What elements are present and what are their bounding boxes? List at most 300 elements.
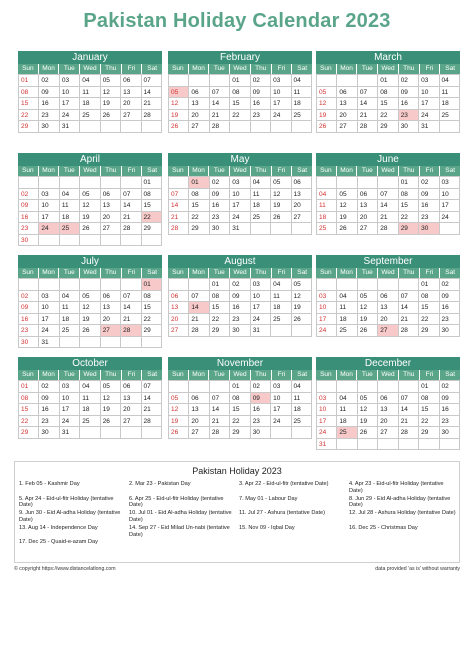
day-cell: 12 xyxy=(317,98,337,110)
day-cell: 09 xyxy=(39,393,59,405)
weekday-label: Tue xyxy=(209,64,230,74)
day-cell: 08 xyxy=(19,393,39,405)
day-cell: 19 xyxy=(101,98,121,110)
day-cell: 26 xyxy=(80,223,100,235)
weekday-label: Wed xyxy=(80,268,101,278)
day-cell: 30 xyxy=(19,337,39,349)
day-cell: 18 xyxy=(80,98,100,110)
week-row xyxy=(317,427,460,439)
day-cell: 11 xyxy=(337,404,357,416)
weekday-header-row xyxy=(18,268,162,278)
weekday-label: Wed xyxy=(230,166,251,176)
empty-cell xyxy=(210,381,230,393)
month-days xyxy=(316,176,460,235)
weekday-label: Thu xyxy=(101,64,122,74)
day-cell: 23 xyxy=(419,212,439,224)
empty-cell xyxy=(121,337,141,349)
day-cell: 20 xyxy=(101,314,121,326)
holiday-item: 17. Dec 25 - Quaid-e-azam Day xyxy=(19,539,98,546)
day-cell: 29 xyxy=(419,325,439,337)
day-cell: 14 xyxy=(399,302,419,314)
empty-cell xyxy=(169,381,189,393)
day-cell: 28 xyxy=(378,223,398,235)
month-january xyxy=(18,51,162,133)
empty-cell xyxy=(121,427,141,439)
day-cell: 13 xyxy=(121,87,141,99)
weekday-label: Sun xyxy=(168,64,189,74)
day-cell: 07 xyxy=(169,189,189,201)
day-cell: 27 xyxy=(378,325,398,337)
day-cell: 15 xyxy=(142,200,162,212)
day-cell: 13 xyxy=(101,302,121,314)
day-cell: 18 xyxy=(271,302,291,314)
day-cell: 25 xyxy=(337,325,357,337)
weekday-label: Mon xyxy=(337,166,358,176)
empty-cell xyxy=(39,177,59,189)
day-cell: 08 xyxy=(189,189,209,201)
weekday-label: Fri xyxy=(272,370,293,380)
day-cell: 28 xyxy=(399,427,419,439)
empty-cell xyxy=(80,235,100,247)
day-cell: 25 xyxy=(80,416,100,428)
day-cell: 20 xyxy=(292,200,312,212)
weekday-label: Sat xyxy=(297,167,308,174)
day-cell: 04 xyxy=(337,291,357,303)
week-row xyxy=(19,404,162,416)
day-cell: 26 xyxy=(358,325,378,337)
day-cell: 05 xyxy=(337,189,357,201)
empty-cell xyxy=(101,121,121,133)
weekday-label: Sat xyxy=(297,371,308,378)
day-cell: 19 xyxy=(358,314,378,326)
weekday-label: Mon xyxy=(39,370,60,380)
week-row xyxy=(19,87,162,99)
empty-cell xyxy=(399,279,419,291)
day-cell: 03 xyxy=(317,291,337,303)
empty-cell xyxy=(230,121,250,133)
day-cell: 03 xyxy=(230,177,250,189)
weekday-label: Thu xyxy=(399,64,420,74)
day-cell: 18 xyxy=(60,314,80,326)
day-cell: 08 xyxy=(142,291,162,303)
day-cell: 23 xyxy=(19,325,39,337)
empty-cell xyxy=(121,279,141,291)
day-cell: 11 xyxy=(80,87,100,99)
day-cell: 14 xyxy=(210,98,230,110)
day-cell: 05 xyxy=(101,381,121,393)
day-cell: 23 xyxy=(251,416,271,428)
weekday-label: Sat xyxy=(297,269,308,276)
day-cell: 14 xyxy=(358,98,378,110)
weekday-label: Thu xyxy=(101,370,122,380)
day-cell: 23 xyxy=(19,223,39,235)
day-cell: 15 xyxy=(142,302,162,314)
empty-cell xyxy=(292,325,312,337)
week-row xyxy=(19,75,162,87)
week-row xyxy=(169,279,312,291)
day-cell: 10 xyxy=(271,87,291,99)
day-cell: 23 xyxy=(399,110,419,122)
empty-cell xyxy=(317,75,337,87)
holiday-item: 7. May 01 - Labour Day xyxy=(239,495,298,502)
day-cell: 06 xyxy=(101,189,121,201)
weekday-label: Sat xyxy=(445,269,456,276)
day-cell: 18 xyxy=(317,212,337,224)
day-cell: 21 xyxy=(169,212,189,224)
day-cell: 30 xyxy=(440,427,460,439)
day-cell: 05 xyxy=(292,279,312,291)
day-cell: 30 xyxy=(19,235,39,247)
day-cell: 24 xyxy=(271,110,291,122)
week-row xyxy=(169,404,312,416)
day-cell: 23 xyxy=(210,212,230,224)
day-cell: 02 xyxy=(251,381,271,393)
empty-cell xyxy=(101,427,121,439)
day-cell: 06 xyxy=(378,393,398,405)
month-header: August xyxy=(168,255,312,268)
day-cell: 22 xyxy=(230,110,250,122)
weekday-label: Tue xyxy=(357,370,378,380)
day-cell: 17 xyxy=(251,302,271,314)
weekday-label: Mon xyxy=(189,370,210,380)
day-cell: 05 xyxy=(317,87,337,99)
day-cell: 23 xyxy=(440,416,460,428)
week-row xyxy=(169,223,312,235)
day-cell: 03 xyxy=(317,393,337,405)
day-cell: 20 xyxy=(101,212,121,224)
day-cell: 26 xyxy=(169,121,189,133)
day-cell: 13 xyxy=(337,98,357,110)
weekday-header-row xyxy=(316,64,460,74)
holiday-item: 5. Apr 24 - Eid-ul-fitr Holiday (tentative Date) xyxy=(19,495,114,509)
week-row xyxy=(19,223,162,235)
day-cell: 30 xyxy=(210,223,230,235)
week-row xyxy=(169,291,312,303)
day-cell: 05 xyxy=(80,291,100,303)
day-cell: 04 xyxy=(271,279,291,291)
month-header: June xyxy=(316,153,460,166)
weekday-label: Thu xyxy=(251,370,272,380)
day-cell: 27 xyxy=(189,121,209,133)
day-cell: 21 xyxy=(399,314,419,326)
weekday-label: Tue xyxy=(357,166,378,176)
day-cell: 01 xyxy=(419,381,439,393)
week-row xyxy=(317,439,460,451)
empty-cell xyxy=(80,121,100,133)
week-row xyxy=(19,200,162,212)
day-cell: 22 xyxy=(399,212,419,224)
day-cell: 18 xyxy=(337,314,357,326)
month-header: January xyxy=(18,51,162,64)
day-cell: 27 xyxy=(358,223,378,235)
week-row xyxy=(169,121,312,133)
empty-cell xyxy=(440,121,460,133)
day-cell: 05 xyxy=(101,75,121,87)
empty-cell xyxy=(251,223,271,235)
week-row xyxy=(317,325,460,337)
day-cell: 28 xyxy=(121,325,141,337)
empty-cell xyxy=(271,325,291,337)
week-row xyxy=(169,416,312,428)
empty-cell xyxy=(80,279,100,291)
month-september xyxy=(316,255,460,337)
day-cell: 11 xyxy=(292,87,312,99)
footer xyxy=(14,566,460,572)
month-days xyxy=(168,380,312,439)
day-cell: 22 xyxy=(230,416,250,428)
empty-cell xyxy=(292,121,312,133)
weekday-label: Wed xyxy=(230,268,251,278)
empty-cell xyxy=(271,223,291,235)
day-cell: 18 xyxy=(60,212,80,224)
empty-cell xyxy=(358,439,378,451)
weekday-label: Wed xyxy=(230,370,251,380)
day-cell: 06 xyxy=(189,393,209,405)
weekday-label: Wed xyxy=(378,64,399,74)
day-cell: 10 xyxy=(271,393,291,405)
day-cell: 06 xyxy=(358,189,378,201)
day-cell: 03 xyxy=(39,291,59,303)
disclaimer-text: data provided 'as is' without warranty xyxy=(375,566,460,572)
holiday-item: 12. Jul 28 - Ashura Holiday (tentative Date) xyxy=(349,510,456,517)
empty-cell xyxy=(317,381,337,393)
day-cell: 19 xyxy=(358,416,378,428)
day-cell: 28 xyxy=(399,325,419,337)
day-cell: 26 xyxy=(169,427,189,439)
weekday-header-row xyxy=(168,268,312,278)
day-cell: 22 xyxy=(419,416,439,428)
day-cell: 28 xyxy=(142,416,162,428)
day-cell: 02 xyxy=(230,279,250,291)
weekday-label: Wed xyxy=(80,166,101,176)
week-row xyxy=(317,291,460,303)
weekday-label: Sat xyxy=(147,269,158,276)
day-cell: 10 xyxy=(317,302,337,314)
day-cell: 30 xyxy=(230,325,250,337)
empty-cell xyxy=(19,177,39,189)
empty-cell xyxy=(101,337,121,349)
day-cell: 18 xyxy=(440,98,460,110)
day-cell: 08 xyxy=(230,393,250,405)
day-cell: 11 xyxy=(60,302,80,314)
week-row xyxy=(19,189,162,201)
week-row xyxy=(19,177,162,189)
day-cell: 04 xyxy=(317,189,337,201)
day-cell: 25 xyxy=(80,110,100,122)
day-cell: 31 xyxy=(317,439,337,451)
day-cell: 17 xyxy=(39,212,59,224)
day-cell: 24 xyxy=(317,427,337,439)
week-row xyxy=(169,110,312,122)
day-cell: 27 xyxy=(292,212,312,224)
day-cell: 31 xyxy=(251,325,271,337)
empty-cell xyxy=(80,177,100,189)
day-cell: 06 xyxy=(337,87,357,99)
day-cell: 18 xyxy=(292,98,312,110)
day-cell: 27 xyxy=(101,223,121,235)
day-cell: 13 xyxy=(121,393,141,405)
weekday-label: Wed xyxy=(378,370,399,380)
day-cell: 01 xyxy=(210,279,230,291)
week-row xyxy=(19,98,162,110)
holiday-item: 13. Aug 14 - Independence Day xyxy=(19,524,98,531)
empty-cell xyxy=(317,177,337,189)
week-row xyxy=(19,314,162,326)
day-cell: 29 xyxy=(419,427,439,439)
day-cell: 24 xyxy=(230,212,250,224)
day-cell: 06 xyxy=(101,291,121,303)
day-cell: 09 xyxy=(39,87,59,99)
day-cell: 26 xyxy=(292,314,312,326)
weekday-label: Tue xyxy=(59,370,80,380)
holiday-list xyxy=(15,480,459,550)
day-cell: 22 xyxy=(142,314,162,326)
weekday-label: Sun xyxy=(18,268,39,278)
day-cell: 20 xyxy=(169,314,189,326)
day-cell: 06 xyxy=(169,291,189,303)
day-cell: 26 xyxy=(317,121,337,133)
day-cell: 17 xyxy=(39,314,59,326)
day-cell: 02 xyxy=(251,75,271,87)
day-cell: 12 xyxy=(358,404,378,416)
week-row xyxy=(317,302,460,314)
day-cell: 25 xyxy=(337,427,357,439)
day-cell: 07 xyxy=(121,291,141,303)
day-cell: 22 xyxy=(189,212,209,224)
day-cell: 17 xyxy=(60,98,80,110)
day-cell: 13 xyxy=(358,200,378,212)
day-cell: 12 xyxy=(80,302,100,314)
day-cell: 08 xyxy=(419,291,439,303)
day-cell: 17 xyxy=(60,404,80,416)
month-days xyxy=(18,380,162,439)
day-cell: 09 xyxy=(440,291,460,303)
day-cell: 07 xyxy=(121,189,141,201)
month-days xyxy=(18,278,162,348)
day-cell: 13 xyxy=(189,404,209,416)
copyright-text: © copyright https://www.distancelatlong.com xyxy=(14,566,116,572)
day-cell: 21 xyxy=(210,110,230,122)
day-cell: 20 xyxy=(337,110,357,122)
week-row xyxy=(169,427,312,439)
holiday-item: 14. Sep 27 - Eid Milad Un-nabi (tentative Date) xyxy=(129,524,230,538)
day-cell: 21 xyxy=(142,98,162,110)
day-cell: 25 xyxy=(251,212,271,224)
month-header: November xyxy=(168,357,312,370)
day-cell: 09 xyxy=(251,87,271,99)
day-cell: 14 xyxy=(378,200,398,212)
weekday-label: Sun xyxy=(168,268,189,278)
day-cell: 31 xyxy=(60,121,80,133)
empty-cell xyxy=(317,279,337,291)
weekday-header-row xyxy=(168,64,312,74)
day-cell: 16 xyxy=(399,98,419,110)
day-cell: 12 xyxy=(337,200,357,212)
week-row xyxy=(169,98,312,110)
empty-cell xyxy=(60,235,80,247)
empty-cell xyxy=(189,75,209,87)
day-cell: 20 xyxy=(358,212,378,224)
day-cell: 16 xyxy=(251,404,271,416)
day-cell: 12 xyxy=(169,98,189,110)
week-row xyxy=(169,302,312,314)
weekday-label: Fri xyxy=(420,64,441,74)
day-cell: 14 xyxy=(142,87,162,99)
day-cell: 15 xyxy=(399,200,419,212)
empty-cell xyxy=(419,439,439,451)
week-row xyxy=(169,212,312,224)
day-cell: 13 xyxy=(292,189,312,201)
day-cell: 15 xyxy=(378,98,398,110)
day-cell: 19 xyxy=(271,200,291,212)
month-days xyxy=(168,74,312,133)
month-header: April xyxy=(18,153,162,166)
day-cell: 12 xyxy=(101,393,121,405)
weekday-label: Thu xyxy=(251,166,272,176)
month-december xyxy=(316,357,460,450)
month-days xyxy=(18,74,162,133)
weekday-label: Sat xyxy=(445,65,456,72)
day-cell: 20 xyxy=(378,416,398,428)
day-cell: 11 xyxy=(337,302,357,314)
day-cell: 08 xyxy=(230,87,250,99)
week-row xyxy=(317,110,460,122)
day-cell: 01 xyxy=(19,75,39,87)
holiday-item: 1. Feb 05 - Kashmir Day xyxy=(19,481,80,487)
empty-cell xyxy=(399,381,419,393)
week-row xyxy=(169,87,312,99)
holiday-legend xyxy=(14,461,460,563)
day-cell: 28 xyxy=(358,121,378,133)
holiday-item: 8. Jun 29 - Eid Al-adha Holiday (tentative Date) xyxy=(349,495,451,509)
day-cell: 24 xyxy=(39,325,59,337)
day-cell: 03 xyxy=(60,381,80,393)
day-cell: 04 xyxy=(337,393,357,405)
day-cell: 24 xyxy=(440,212,460,224)
week-row xyxy=(19,291,162,303)
day-cell: 05 xyxy=(358,393,378,405)
month-days xyxy=(316,380,460,450)
day-cell: 24 xyxy=(60,110,80,122)
weekday-label: Tue xyxy=(357,268,378,278)
day-cell: 01 xyxy=(189,177,209,189)
day-cell: 12 xyxy=(101,87,121,99)
day-cell: 24 xyxy=(251,314,271,326)
weekday-label: Tue xyxy=(357,64,378,74)
day-cell: 11 xyxy=(292,393,312,405)
day-cell: 10 xyxy=(230,189,250,201)
day-cell: 25 xyxy=(317,223,337,235)
day-cell: 29 xyxy=(19,427,39,439)
day-cell: 10 xyxy=(440,189,460,201)
empty-cell xyxy=(378,279,398,291)
weekday-header-row xyxy=(316,166,460,176)
day-cell: 22 xyxy=(19,110,39,122)
day-cell: 06 xyxy=(292,177,312,189)
day-cell: 16 xyxy=(39,98,59,110)
day-cell: 02 xyxy=(39,75,59,87)
empty-cell xyxy=(440,223,460,235)
weekday-label: Sat xyxy=(297,65,308,72)
week-row xyxy=(317,279,460,291)
weekday-label: Fri xyxy=(272,64,293,74)
day-cell: 16 xyxy=(210,200,230,212)
day-cell: 03 xyxy=(271,381,291,393)
holiday-item: 15. Nov 09 - Iqbal Day xyxy=(239,524,295,531)
empty-cell xyxy=(169,279,189,291)
day-cell: 15 xyxy=(230,98,250,110)
day-cell: 12 xyxy=(292,291,312,303)
